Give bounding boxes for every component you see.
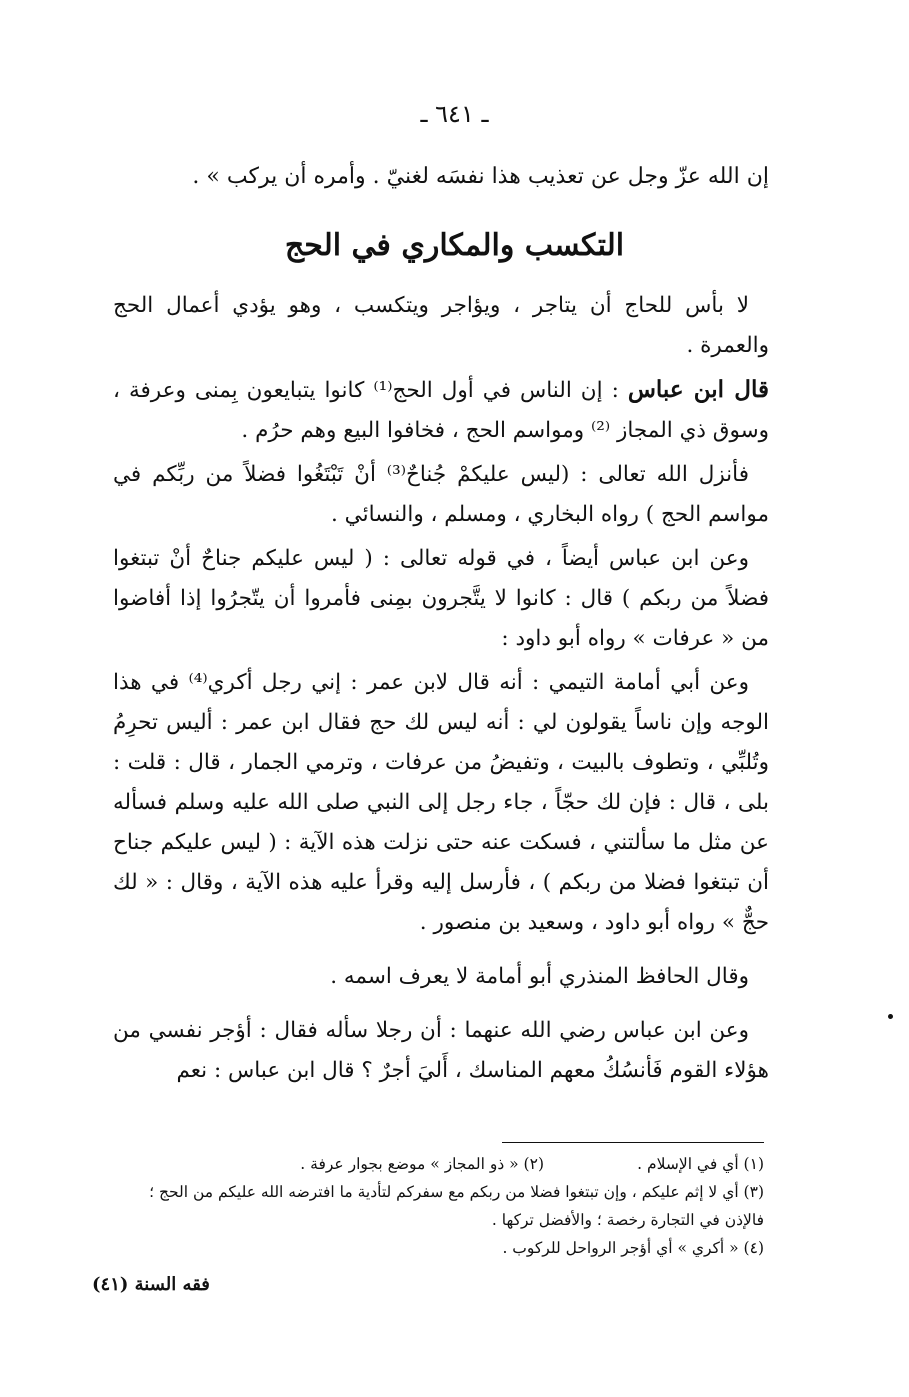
footnote-1: (١) أي في الإسلام . [637, 1155, 764, 1173]
paragraph-abu-umama: وعن أبي أمامة التيمي : أنه قال لابن عمر : إني رجل أكري⁽⁴⁾ في هذا الوجه وإن ناساً يقولون لي : أنه ليس لك حج فقال ابن عمر : أليس تحرِمُ وتُلبِّي ، وتطوف بالبيت ، وتفيضُ من عرفات ، وترمي الجمار ، قال : قلت : بلى ، قال : فإن لك حجّاً ، جاء رجل إلى النبي صلى الله عليه وسلم فسأله عن مثل ما سألتني ، فسكت عنه حتى نزلت هذه الآية : ( ليس عليكم جناح أن تبتغوا فضلا من ربكم ) ، فأرسل إليه وقرأ عليه هذه الآية ، وقال : « لك حجٌّ » رواه أبو داود ، وسعيد بن منصور . [113, 670, 769, 935]
paragraph-ibn-abbas-2: وعن ابن عباس أيضاً ، في قوله تعالى : ( ليس عليكم جناحٌ أنْ تبتغوا فضلاً من ربكم ) قال : كانوا لا يتَّجرون بمِنى فأمروا أن يتّجرُوا إذا أفاضوا من « عرفات » رواه أبو داود : [113, 546, 769, 651]
body-text [113, 286, 769, 1091]
paragraph-mundhiri: وقال الحافظ المنذري أبو أمامة لا يعرف اسمه . [330, 964, 749, 989]
page-number: ـ ٦٤١ ـ [420, 100, 489, 128]
margin-dot [888, 1014, 893, 1019]
footnote-3-continued: فالإذن في التجارة رخصة ؛ والأفضل تركها . [491, 1211, 764, 1229]
footnote-2: (٢) « ذو المجاز » موضع بجوار عرفة . [300, 1155, 544, 1173]
footnote-4: (٤) « أكري » أي أؤجر الرواحل للركوب . [502, 1239, 764, 1257]
footnote-row [104, 1150, 764, 1178]
paragraph-revelation: فأنزل الله تعالى : (ليس عليكمْ جُناحٌ⁽³⁾ أنْ تَبْتَغُوا فضلاً من ربِّكم في مواسم الحج ) رواه البخاري ، ومسلم ، والنسائي . [113, 462, 769, 527]
footnotes [104, 1150, 764, 1262]
footnote-3: (٣) أي لا إثم عليكم ، وإن تبتغوا فضلا من ربكم مع سفركم لتأدية ما افترضه الله عليكم من الحج ؛ [149, 1183, 764, 1201]
paragraph-intro: لا بأس للحاج أن يتاجر ، ويؤاجر ويتكسب ، وهو يؤدي أعمال الحج والعمرة . [113, 293, 769, 358]
book-signature: فقه السنة (٤١) [92, 1274, 210, 1295]
footnote-divider [502, 1142, 764, 1143]
paragraph-ibn-abbas [113, 370, 769, 451]
paragraph-ibn-abbas-3: وعن ابن عباس رضي الله عنهما : أن رجلا سأله فقال : أؤجر نفسي من هؤلاء القوم فَأنسُكُ معهم المناسك ، أَليَ أجرٌ ؟ قال ابن عباس : نعم [113, 1018, 769, 1083]
opening-line: إن الله عزّ وجل عن تعذيب هذا نفسَه لغنيّ . وأمره أن يركب » . [192, 164, 769, 189]
section-title: التكسب والمكاري في الحج [284, 228, 625, 263]
paragraph-ibn-abbas-text: : إن الناس في أول الحج⁽¹⁾ كانوا يتبايعون بِمنى وعرفة ، وسوق ذي المجاز ⁽²⁾ ومواسم الحج ، فخافوا البيع وهم حرُم . [113, 378, 769, 443]
speaker-label: قال ابن عباس [627, 376, 769, 403]
